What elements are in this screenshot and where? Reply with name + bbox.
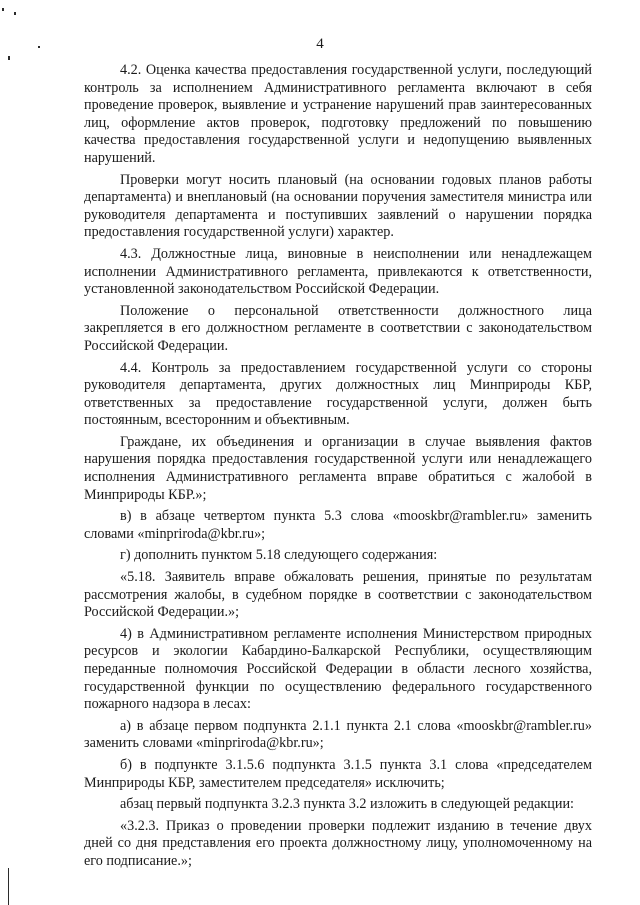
paragraph: 4.3. Должностные лица, виновные в неисполнении или ненадлежащем исполнении Административного регламента, привлекаются к ответственности, установленной законодательством Российской Федерации. [84,245,592,298]
paragraph: Положение о персональной ответственности должностного лица закрепляется в его должностном регламенте в соответствии с законодательством Российской Федерации. [84,302,592,354]
paragraph: в) в абзаце четвертом пункта 5.3 слова «mooskbr@rambler.ru» заменить словами «minpriroda@kbr.ru»; [84,508,592,542]
paragraph: б) в подпункте 3.1.5.6 подпункта 3.1.5 пункта 3.1 слова «председателем Минприроды КБР, заместителем председателя» исключить; [84,756,592,791]
paragraph: Проверки могут носить плановый (на основании годовых планов работы департамента) и внеплановый (на основании поручения заместителя министра или руководителя департамента и поступивших заявлений о нарушении порядка предоставления государственной услуги) характер. [84,171,592,241]
paragraph: 4.2. Оценка качества предоставления государственной услуги, последующий контроль за исполнением Административного регламента включают в себя проведение проверок, выявление и устранение нарушений прав заинтересованных лиц, оформление актов проверок, подготовку предложений по повышению качества предоставления государственной услуги и недопущению выявленных нарушений. [84,62,592,166]
paragraph: 4) в Административном регламенте исполнения Министерством природных ресурсов и экологии Кабардино-Балкарской Республики, осуществляющим переданные полномочия Российской Федерации в области лесного хозяйства, государственной функции по осуществлению федерального государственного пожарного надзора в лесах: [84,625,592,713]
scan-edge-line [8,868,9,905]
paragraph: Граждане, их объединения и организации в случае выявления фактов нарушения порядка предоставления государственной услуги или ненадлежащего исполнения Административного регламента вправе обратиться с жалобой в Минприроды КБР.»; [84,433,592,503]
scan-mark [8,56,10,60]
scan-mark [2,8,4,11]
paragraph: абзац первый подпункта 3.2.3 пункта 3.2 изложить в следующей редакции: [120,796,574,813]
paragraph: г) дополнить пунктом 5.18 следующего содержания: [120,547,438,564]
paragraph: 4.4. Контроль за предоставлением государственной услуги со стороны руководителя департамента, других должностных лиц Минприроды КБР, ответственных за предоставление государственной услуги, должен быть постоянным, всесторонним и объективным. [84,359,592,429]
scan-mark [14,12,16,15]
paragraph: а) в абзаце первом подпункта 2.1.1 пункта 2.1 слова «mooskbr@rambler.ru» заменить словами «minpriroda@kbr.ru»; [84,717,592,752]
document-body [84,62,592,875]
page-number: 4 [316,36,324,52]
paragraph: «5.18. Заявитель вправе обжаловать решения, принятые по результатам рассмотрения жалобы, в судебном порядке в соответствии с законодательством Российской Федерации.»; [84,569,592,621]
paragraph: «3.2.3. Приказ о проведении проверки подлежит изданию в течение двух дней со дня представления его проекта должностному лицу, уполномоченному на его подписание.»; [84,817,592,869]
